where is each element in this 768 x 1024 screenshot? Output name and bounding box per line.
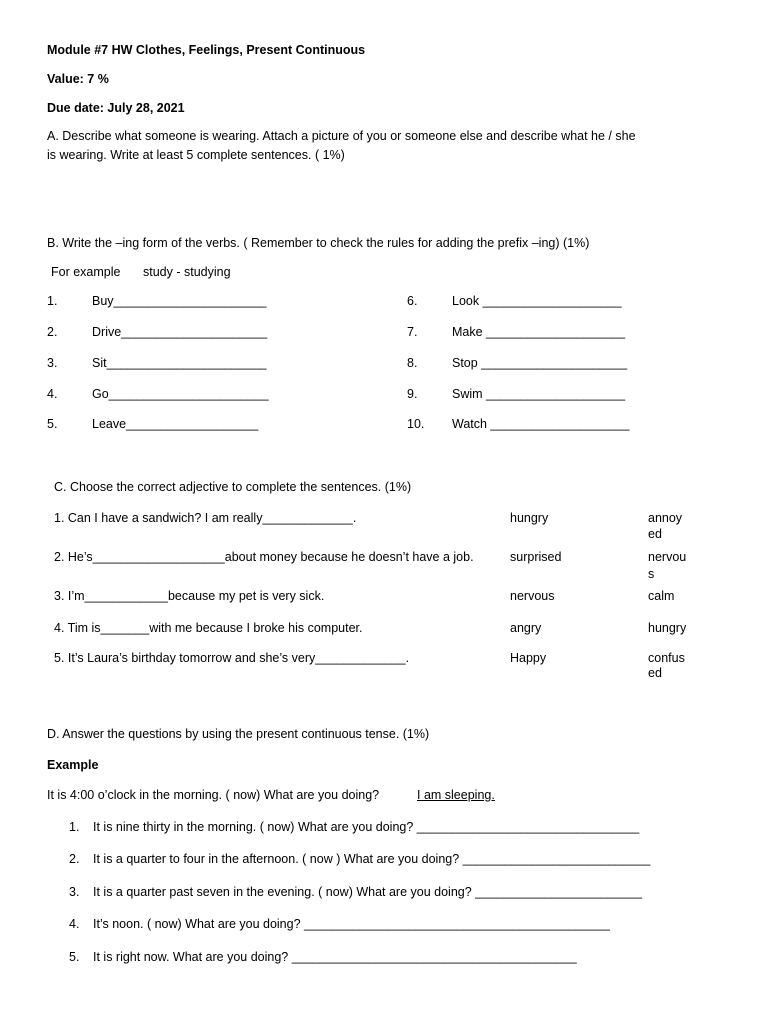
- adjective-sentence: 5. It’s Laura’s birthday tomorrow and she’s very_____________.: [54, 651, 410, 665]
- adjective-option: angry: [510, 621, 542, 635]
- adjective-option-wrap: s: [648, 567, 655, 581]
- question-item: It is nine thirty in the morning. ( now) What are you doing? ________________________________: [93, 820, 640, 834]
- verb-number: 5.: [47, 417, 58, 431]
- question-item: It’s noon. ( now) What are you doing? ____________________________________________: [93, 917, 610, 931]
- adjective-option: Happy: [510, 651, 547, 665]
- question-number: 2.: [69, 852, 80, 866]
- question-number: 3.: [69, 885, 80, 899]
- adjective-sentence: 1. Can I have a sandwich? I am really_____________.: [54, 511, 357, 525]
- example-question: It is 4:00 o’clock in the morning. ( now) What are you doing?: [47, 788, 380, 802]
- verb-number: 8.: [407, 356, 418, 370]
- verb-item: Buy______________________: [92, 294, 267, 308]
- adjective-sentence: 3. I’m____________because my pet is very sick.: [54, 589, 325, 603]
- value-label: Value: 7 %: [47, 72, 109, 86]
- question-item: It is a quarter to four in the afternoon. ( now ) What are you doing? ___________________________: [93, 852, 651, 866]
- adjective-sentence: 2. He’s___________________about money because he doesn’t have a job.: [54, 550, 474, 564]
- adjective-option: nervou: [648, 550, 687, 564]
- verb-number: 1.: [47, 294, 58, 308]
- verb-item: Watch ____________________: [452, 417, 630, 431]
- section-a-line2: is wearing. Write at least 5 complete sentences. ( 1%): [47, 148, 345, 162]
- adjective-option: hungry: [510, 511, 549, 525]
- example-answer: I am sleeping.: [417, 788, 495, 802]
- verb-number: 10.: [407, 417, 425, 431]
- verb-item: Make ____________________: [452, 325, 626, 339]
- adjective-option: nervous: [510, 589, 555, 603]
- page-title: Module #7 HW Clothes, Feelings, Present Continuous: [47, 43, 366, 57]
- question-item: It is a quarter past seven in the evening. ( now) What are you doing? ________________________: [93, 885, 643, 899]
- verb-number: 9.: [407, 387, 418, 401]
- question-number: 1.: [69, 820, 80, 834]
- verb-item: Look ____________________: [452, 294, 622, 308]
- verb-number: 2.: [47, 325, 58, 339]
- adjective-option: confus: [648, 651, 685, 665]
- adjective-sentence: 4. Tim is_______with me because I broke his computer.: [54, 621, 363, 635]
- example-value: study - studying: [143, 265, 231, 279]
- verb-item: Swim ____________________: [452, 387, 626, 401]
- verb-number: 7.: [407, 325, 418, 339]
- verb-item: Leave___________________: [92, 417, 259, 431]
- section-b-heading: B. Write the –ing form of the verbs. ( Remember to check the rules for adding the prefix –ing) (1%): [47, 236, 590, 250]
- verb-number: 6.: [407, 294, 418, 308]
- verb-item: Stop _____________________: [452, 356, 628, 370]
- question-item: It is right now. What are you doing? _________________________________________: [93, 950, 577, 964]
- adjective-option: surprised: [510, 550, 562, 564]
- verb-item: Drive_____________________: [92, 325, 268, 339]
- adjective-option-wrap: ed: [648, 527, 662, 541]
- section-a-line1: A. Describe what someone is wearing. Attach a picture of you or someone else and describe what he / she: [47, 129, 636, 143]
- example-heading: Example: [47, 758, 99, 772]
- adjective-option: annoy: [648, 511, 683, 525]
- due-date: Due date: July 28, 2021: [47, 101, 185, 115]
- section-c-heading: C. Choose the correct adjective to complete the sentences. (1%): [54, 480, 412, 494]
- verb-number: 3.: [47, 356, 58, 370]
- adjective-option: calm: [648, 589, 675, 603]
- adjective-option-wrap: ed: [648, 666, 662, 680]
- question-number: 5.: [69, 950, 80, 964]
- verb-item: Go_______________________: [92, 387, 269, 401]
- example-label: For example: [51, 265, 121, 279]
- verb-item: Sit_______________________: [92, 356, 267, 370]
- section-d-heading: D. Answer the questions by using the present continuous tense. (1%): [47, 727, 430, 741]
- verb-number: 4.: [47, 387, 58, 401]
- question-number: 4.: [69, 917, 80, 931]
- adjective-option: hungry: [648, 621, 687, 635]
